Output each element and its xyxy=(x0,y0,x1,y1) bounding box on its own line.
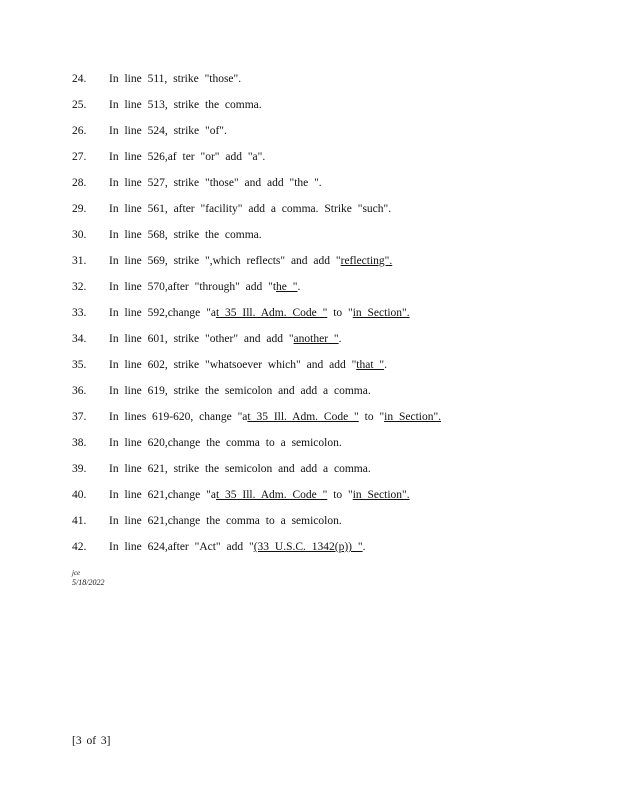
instruction-text: In line 526,af ter "or" add "a". xyxy=(109,151,266,163)
amendment-text xyxy=(109,409,441,425)
amendment-text xyxy=(109,305,410,321)
amendment-item xyxy=(72,201,592,227)
amendment-text xyxy=(109,175,322,191)
amendment-item xyxy=(72,227,592,253)
amendment-item xyxy=(72,539,592,565)
amendment-text xyxy=(109,435,342,451)
instruction-text: In line 592,change "a xyxy=(109,307,216,319)
amendment-item xyxy=(72,513,592,539)
amendment-number: 42. xyxy=(72,541,87,553)
amendment-item xyxy=(72,123,592,149)
amendment-text xyxy=(109,227,262,243)
amendment-item xyxy=(72,435,592,461)
instruction-text: In line 621,change "a xyxy=(109,489,216,501)
instruction-text: In line 513, strike the comma. xyxy=(109,99,262,111)
amendment-item xyxy=(72,409,592,435)
inserted-text: (33 U.S.C. 1342(p)) " xyxy=(253,541,363,553)
amendment-text xyxy=(109,123,227,139)
amendment-item xyxy=(72,71,592,97)
amendment-item xyxy=(72,487,592,513)
amendment-number: 30. xyxy=(72,229,87,241)
instruction-text: to " xyxy=(327,489,353,501)
amendment-text xyxy=(109,253,392,269)
instruction-text: In line 569, strike ",which reflects" and add " xyxy=(109,255,341,267)
amendment-number: 39. xyxy=(72,463,87,475)
amendment-number: 32. xyxy=(72,281,87,293)
instruction-text: In line 527, strike "those" and add "the ". xyxy=(109,177,322,189)
amendment-item xyxy=(72,279,592,305)
amendment-number: 35. xyxy=(72,359,87,371)
amendment-text xyxy=(109,539,365,555)
inserted-text: reflecting". xyxy=(340,255,393,267)
amendment-number: 41. xyxy=(72,515,87,527)
instruction-text: . xyxy=(297,281,301,293)
amendment-number: 24. xyxy=(72,73,87,85)
amendment-item xyxy=(72,253,592,279)
instruction-text: . xyxy=(362,541,366,553)
instruction-text: . xyxy=(384,359,387,371)
inserted-text: another " xyxy=(293,333,339,345)
instruction-text: In lines 619-620, change "a xyxy=(109,411,248,423)
instruction-text: In line 570,after "through" add "t xyxy=(109,281,277,293)
instruction-text: In line 621,change the comma to a semicolon. xyxy=(109,515,342,527)
instruction-text: In line 620,change the comma to a semicolon. xyxy=(109,437,342,449)
amendment-number: 33. xyxy=(72,307,87,319)
inserted-text: he " xyxy=(276,281,298,293)
amendment-item xyxy=(72,305,592,331)
amendment-number: 25. xyxy=(72,99,87,111)
amendment-text xyxy=(109,71,241,87)
document-date: 5/18/2022 xyxy=(72,578,105,587)
amendment-text xyxy=(109,331,341,347)
instruction-text: In line 621, strike the semicolon and add a comma. xyxy=(109,463,371,475)
instruction-text: In line 619, strike the semicolon and add a comma. xyxy=(109,385,371,397)
amendment-list xyxy=(72,71,592,565)
amendment-item xyxy=(72,461,592,487)
instruction-text: In line 524, strike "of". xyxy=(109,125,227,137)
inserted-text: t 35 Ill. Adm. Code " xyxy=(247,411,359,423)
inserted-text: t 35 Ill. Adm. Code " xyxy=(215,307,328,319)
instruction-text: . xyxy=(338,333,342,345)
amendment-item xyxy=(72,97,592,123)
author-initials: jce xyxy=(72,569,81,577)
amendment-text xyxy=(109,461,371,477)
amendment-item xyxy=(72,331,592,357)
amendment-item xyxy=(72,175,592,201)
amendment-text xyxy=(109,513,342,529)
instruction-text: In line 601, strike "other" and add " xyxy=(109,333,294,345)
instruction-text: to " xyxy=(358,411,385,423)
amendment-text xyxy=(109,201,391,217)
inserted-text: t 35 Ill. Adm. Code " xyxy=(215,489,328,501)
amendment-number: 36. xyxy=(72,385,87,397)
inserted-text: in Section". xyxy=(352,307,410,319)
amendment-text xyxy=(109,383,371,399)
instruction-text: to " xyxy=(327,307,353,319)
amendment-number: 34. xyxy=(72,333,87,345)
instruction-text: In line 561, after "facility" add a comma. Strike "such". xyxy=(109,203,392,215)
amendment-item xyxy=(72,383,592,409)
amendment-item xyxy=(72,149,592,175)
instruction-text: In line 568, strike the comma. xyxy=(109,229,262,241)
amendment-number: 40. xyxy=(72,489,87,501)
amendment-number: 38. xyxy=(72,437,87,449)
amendment-text xyxy=(109,279,300,295)
amendment-text xyxy=(109,357,387,373)
amendment-text xyxy=(109,149,265,165)
inserted-text: in Section". xyxy=(384,411,442,423)
instruction-text: In line 624,after "Act" add " xyxy=(109,541,254,553)
inserted-text: in Section". xyxy=(352,489,410,501)
instruction-text: In line 602, strike "whatsoever which" and add " xyxy=(109,359,357,371)
amendment-number: 37. xyxy=(72,411,87,423)
amendment-number: 31. xyxy=(72,255,87,267)
page-number: [3 of 3] xyxy=(72,735,111,747)
amendment-number: 27. xyxy=(72,151,87,163)
amendment-item xyxy=(72,357,592,383)
amendment-text xyxy=(109,97,262,113)
instruction-text: In line 511, strike "those". xyxy=(109,73,242,85)
amendment-number: 28. xyxy=(72,177,87,189)
amendment-number: 29. xyxy=(72,203,87,215)
amendment-text xyxy=(109,487,410,503)
amendment-number: 26. xyxy=(72,125,87,137)
inserted-text: that " xyxy=(356,359,385,371)
